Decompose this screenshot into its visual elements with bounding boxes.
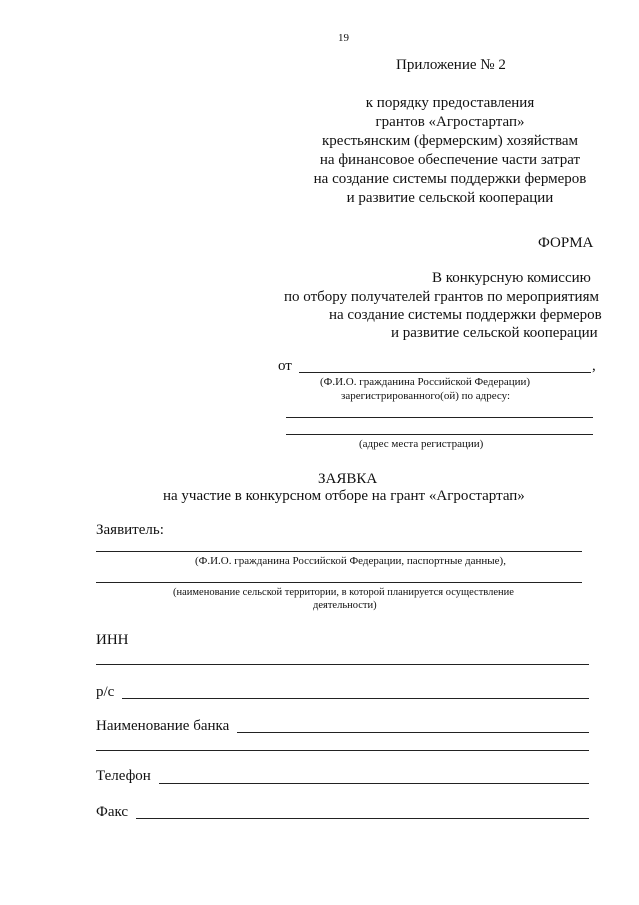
application-subtitle: на участие в конкурсном отборе на грант «Агростартап»	[163, 488, 525, 504]
addressee-line: по отбору получателей грантов по мероприятиям	[284, 289, 599, 305]
bank-field[interactable]	[237, 732, 589, 733]
inn-label: ИНН	[96, 632, 129, 648]
sender-address-field[interactable]	[286, 417, 593, 418]
appendix-line: крестьянским (фермерским) хозяйствам	[321, 133, 579, 149]
sender-address-hint: (адрес места регистрации)	[359, 438, 484, 450]
appendix-line: на финансовое обеспечение части затрат	[319, 152, 581, 168]
phone-label: Телефон	[96, 768, 151, 784]
sender-comma: ,	[592, 358, 596, 374]
applicant-label: Заявитель:	[96, 522, 164, 538]
addressee-line: на создание системы поддержки фермеров	[329, 307, 602, 323]
from-label: от	[278, 358, 292, 374]
addressee-line: В конкурсную комиссию	[432, 270, 591, 286]
phone-field[interactable]	[159, 783, 589, 784]
addressee-line: и развитие сельской кооперации	[391, 325, 598, 341]
bank-field-continuation[interactable]	[96, 750, 589, 751]
appendix-line: и развитие сельской кооперации	[346, 190, 554, 206]
page-number: 19	[338, 32, 349, 44]
applicant-name-field[interactable]	[96, 551, 582, 552]
sender-name-hint: (Ф.И.О. гражданина Российской Федерации)	[320, 376, 531, 388]
appendix-title: Приложение № 2	[396, 57, 506, 73]
account-field[interactable]	[122, 698, 589, 699]
bank-label: Наименование банка	[96, 718, 230, 734]
sender-registered-hint: зарегистрированного(ой) по адресу:	[341, 390, 511, 402]
application-title: ЗАЯВКА	[318, 471, 378, 487]
sender-name-field[interactable]	[299, 372, 591, 373]
appendix-line: грантов «Агростартап»	[375, 114, 525, 130]
sender-address-field[interactable]	[286, 434, 593, 435]
inn-field[interactable]	[96, 664, 589, 665]
applicant-name-hint: (Ф.И.О. гражданина Российской Федерации, паспортные данные),	[195, 555, 506, 567]
applicant-territory-hint: деятельности)	[313, 600, 377, 611]
applicant-territory-hint: (наименование сельской территории, в которой планируется осуществление	[173, 587, 514, 598]
fax-field[interactable]	[136, 818, 589, 819]
account-label: р/с	[96, 684, 115, 700]
applicant-territory-field[interactable]	[96, 582, 582, 583]
fax-label: Факс	[96, 804, 129, 820]
form-label: ФОРМА	[538, 235, 594, 251]
appendix-line: к порядку предоставления	[365, 95, 535, 111]
appendix-line: на создание системы поддержки фермеров	[313, 171, 587, 187]
